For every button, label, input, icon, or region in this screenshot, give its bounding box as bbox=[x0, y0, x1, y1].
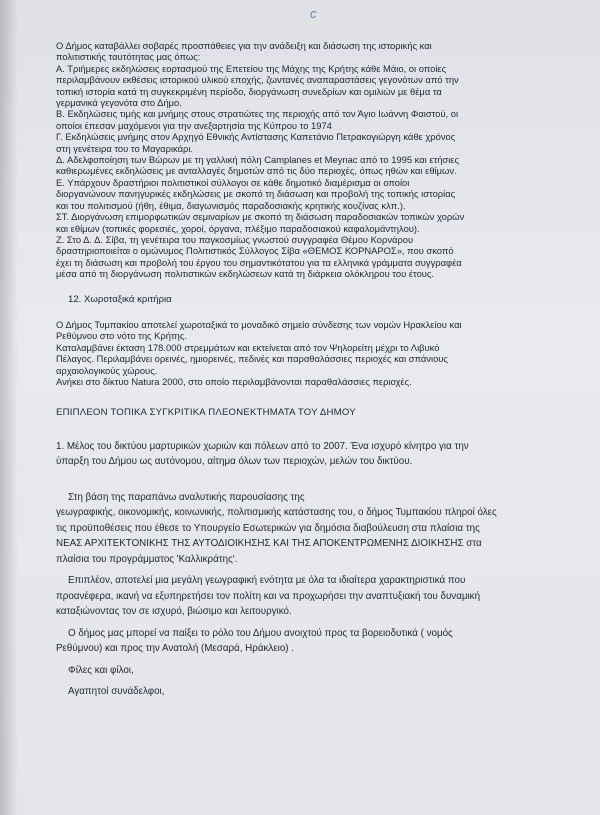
intro-line: Ε. Υπάρχουν δραστήριοι πολιτιστικοί σύλλογοι σε κάθε δημοτικό διαμέρισμα οι οποίοι bbox=[56, 176, 410, 188]
intro-line: Α. Τριήμερες εκδηλώσεις εορτασμού της Επετείου της Μάχης της Κρήτης κάθε Μάιο, οι οποίες bbox=[56, 62, 447, 74]
intro-line: διοργανώνουν πανηγυρικές εκδηλώσεις με σκοπό τη διάσωση και προβολή της τοπικής ιστορίας bbox=[56, 188, 456, 200]
intro-line: και εθίμων (τοπικές φορεσιές, χοροί, όργανα, πλέξιμο παραδοσιακού καφαλομάντηλου). bbox=[56, 222, 420, 234]
section-12-line: Καταλαμβάνει έκταση 178.000 στρεμμάτων και εκτείνεται από τον Ψηλορείτη μέχρι το Λιβυκό bbox=[56, 341, 440, 353]
intro-line: πολιτιστικής ταυτότητας μας όπως: bbox=[56, 51, 201, 63]
document-body bbox=[56, 40, 576, 700]
intro-line: μέσα από τη διοργάνωση πολιτιστικών εκδηλώσεων κατά τη διάρκεια ολόκληρου του έτους. bbox=[56, 268, 435, 280]
closing-line: Φίλες και φίλοι, bbox=[68, 664, 134, 676]
section-12-line: Πέλαγος. Περιλαμβάνει ορεινές, ημιορεινές, πεδινές και παραθαλάσσιες περιοχές και σπάνιους bbox=[56, 353, 448, 365]
intro-line: περιλαμβάνουν εκθέσεις ιστορικού υλικού εποχής, ζωντανές αναπαραστάσεις γεγονότων από την bbox=[56, 74, 459, 86]
intro-line: Δ. Αδελφοποίηση των Βώρων με τη γαλλική πόλη Camplanes et Meynac από το 1995 και ετήσιες bbox=[56, 154, 459, 166]
intro-line: έχει τη διάσωση και προβολή του έργου του σημαντικότατου για τα ελληνικά γράμματα συγγραφέα bbox=[56, 256, 462, 268]
basis-line: Στη βάση της παραπάνω αναλυτικής παρουσίασης της bbox=[68, 491, 305, 503]
basis-block bbox=[56, 490, 576, 568]
role-line: Ο δήμος μας μπορεί να παίξει το ρόλο του Δήμου ανοιχτού προς τα βορειοδυτικά ( νομός bbox=[68, 627, 453, 639]
intro-line: Ο Δήμος καταβάλλει σοβαρές προσπάθειες για την ανάδειξη και διάσωση της ιστορικής και bbox=[56, 40, 432, 51]
section-12-block bbox=[56, 319, 576, 387]
section-12-heading: 12. Χωροταξικά κριτήρια bbox=[68, 293, 172, 305]
advantages-title: ΕΠΙΠΛΕΟΝ ΤΟΠΙΚΑ ΣΥΓΚΡΙΤΙΚΑ ΠΛΕΟΝΕΚΤΗΜΑΤΑ ΤΟΥ ΔΗΜΟΥ bbox=[56, 407, 356, 419]
basis-line: ΝΕΑΣ ΑΡΧΙΤΕΚΤΟΝΙΚΗΣ ΤΗΣ ΑΥΤΟΔΙΟΙΚΗΣΗΣ ΚΑΙ ΤΗΣ ΑΠΟΚΕΝΤΡΩΜΕΝΗΣ ΔΙΟΙΚΗΣΗΣ στα bbox=[56, 538, 482, 550]
intro-line: γερμανικά γεγονότα στο Δήμο. bbox=[56, 97, 182, 109]
role-line: Ρεθύμνου) και προς την Ανατολή (Μεσαρά, Ηράκλειο) . bbox=[56, 643, 294, 655]
intro-line: Ζ. Στο Δ. Δ. Σίβα, τη γενέτειρα του παγκοσμίως γνωστού συγγραφέα Θέμου Κορνάρου bbox=[56, 233, 414, 245]
moreover-line: καταξιώνοντας τον σε ισχυρό, βιώσιμο και λειτουργικό. bbox=[56, 606, 292, 618]
intro-line: στη γενέτειρα του το Μαγαρικάρι. bbox=[56, 142, 194, 154]
closing-line: Αγαπητοί συνάδελφοι, bbox=[68, 686, 165, 698]
intro-line: ΣΤ. Διοργάνωση επιμορφωτικών σεμιναρίων με σκοπό τη διάσωση παραδοσιακών τοπικών χορών bbox=[56, 211, 465, 223]
section-12-line: Ρεθύμνου στο νότο της Κρήτης. bbox=[56, 330, 188, 342]
intro-line: και του πολιτισμού (ήθη, έθιμα, διαγωνισμός παραδοσιακής κρητικής κουζίνας κλπ.). bbox=[56, 199, 406, 211]
item-1-line: 1. Μέλος του δικτύου μαρτυρικών χωριών και πόλεων από το 2007. Ένα ισχυρό κίνητρο για την bbox=[56, 440, 469, 452]
moreover-line: Επιπλέον, αποτελεί μια μεγάλη γεωγραφική ενότητα με όλα τα ιδιαίτερα χαρακτηριστικά που bbox=[68, 575, 466, 587]
item-1-line: ύπαρξη του Δήμου ως αυτόνομου, αίτημα όλων των περιοχών, μελών του δικτύου. bbox=[56, 456, 413, 468]
moreover-line: προανέφερα, ικανή να εξυπηρετήσει τον πολίτη και να προχωρήσει την αναπτυξιακή του δυναμική bbox=[56, 590, 481, 602]
section-12-line: Ανήκει στο δίκτυο Natura 2000, στο οποίο περιλαμβάνονται παραθαλάσσιες περιοχές. bbox=[56, 375, 412, 387]
intro-line: τοπική ιστορία κατά τη συγκεκριμένη περίοδο, διοργάνωση συνεδρίων και ομιλιών με θέμα τα bbox=[56, 85, 442, 97]
intro-line: οποίοι έπεσαν μαχόμενοι για την ανεξαρτησία της Κύπρου το 1974 bbox=[56, 119, 332, 131]
section-12-line: Ο Δήμος Τυμπακίου αποτελεί χωροταξικά το μοναδικό σημείο σύνδεσης των νομών Ηρακλείου και bbox=[56, 318, 462, 330]
item-1-block bbox=[56, 439, 576, 470]
role-block bbox=[56, 626, 576, 657]
moreover-block bbox=[56, 573, 576, 620]
intro-line: δραστηριοποιείται ο ομώνυμος Πολιτιστικός Σύλλογος Σίβα «ΘΕΜΟΣ ΚΟΡΝΑΡΟΣ», που σκοπό bbox=[56, 245, 454, 257]
basis-line: τις προϋποθέσεις που έθεσε το Υπουργείο Εσωτερικών για δημόσια διαβούλευση στα πλαίσια της bbox=[56, 522, 480, 534]
basis-line: πλαίσια του προγράμματος 'Καλλικράτης'. bbox=[56, 553, 238, 565]
page-fold-shadow bbox=[0, 0, 18, 815]
intro-line: Γ. Εκδηλώσεις μνήμης στον Αρχηγό Εθνικής Αντίστασης Καπετάνιο Πετρακογιώργη κάθε χρόνος bbox=[56, 131, 456, 143]
intro-line: καθιερωμένες εκδηλώσεις με ανταλλαγές δημοτών από τις δύο περιοχές, όπως ηθών και εθίμων. bbox=[56, 165, 457, 177]
intro-block bbox=[56, 40, 576, 280]
closing-block bbox=[56, 663, 576, 700]
page-mark: c bbox=[310, 6, 317, 21]
intro-line: Β. Εκδηλώσεις τιμής και μνήμης στους στρατιώτες της περιοχής από τον Άγιο Ιωάννη Φαιστού, οι bbox=[56, 108, 459, 120]
basis-line: γεωγραφικής, οικονομικής, κοινωνικής, πολιτισμικής κατάστασης του, ο δήμος Τυμπακίου πληροί όλες bbox=[56, 507, 497, 519]
section-12-line: αρχαιολογικούς χώρους. bbox=[56, 364, 158, 376]
